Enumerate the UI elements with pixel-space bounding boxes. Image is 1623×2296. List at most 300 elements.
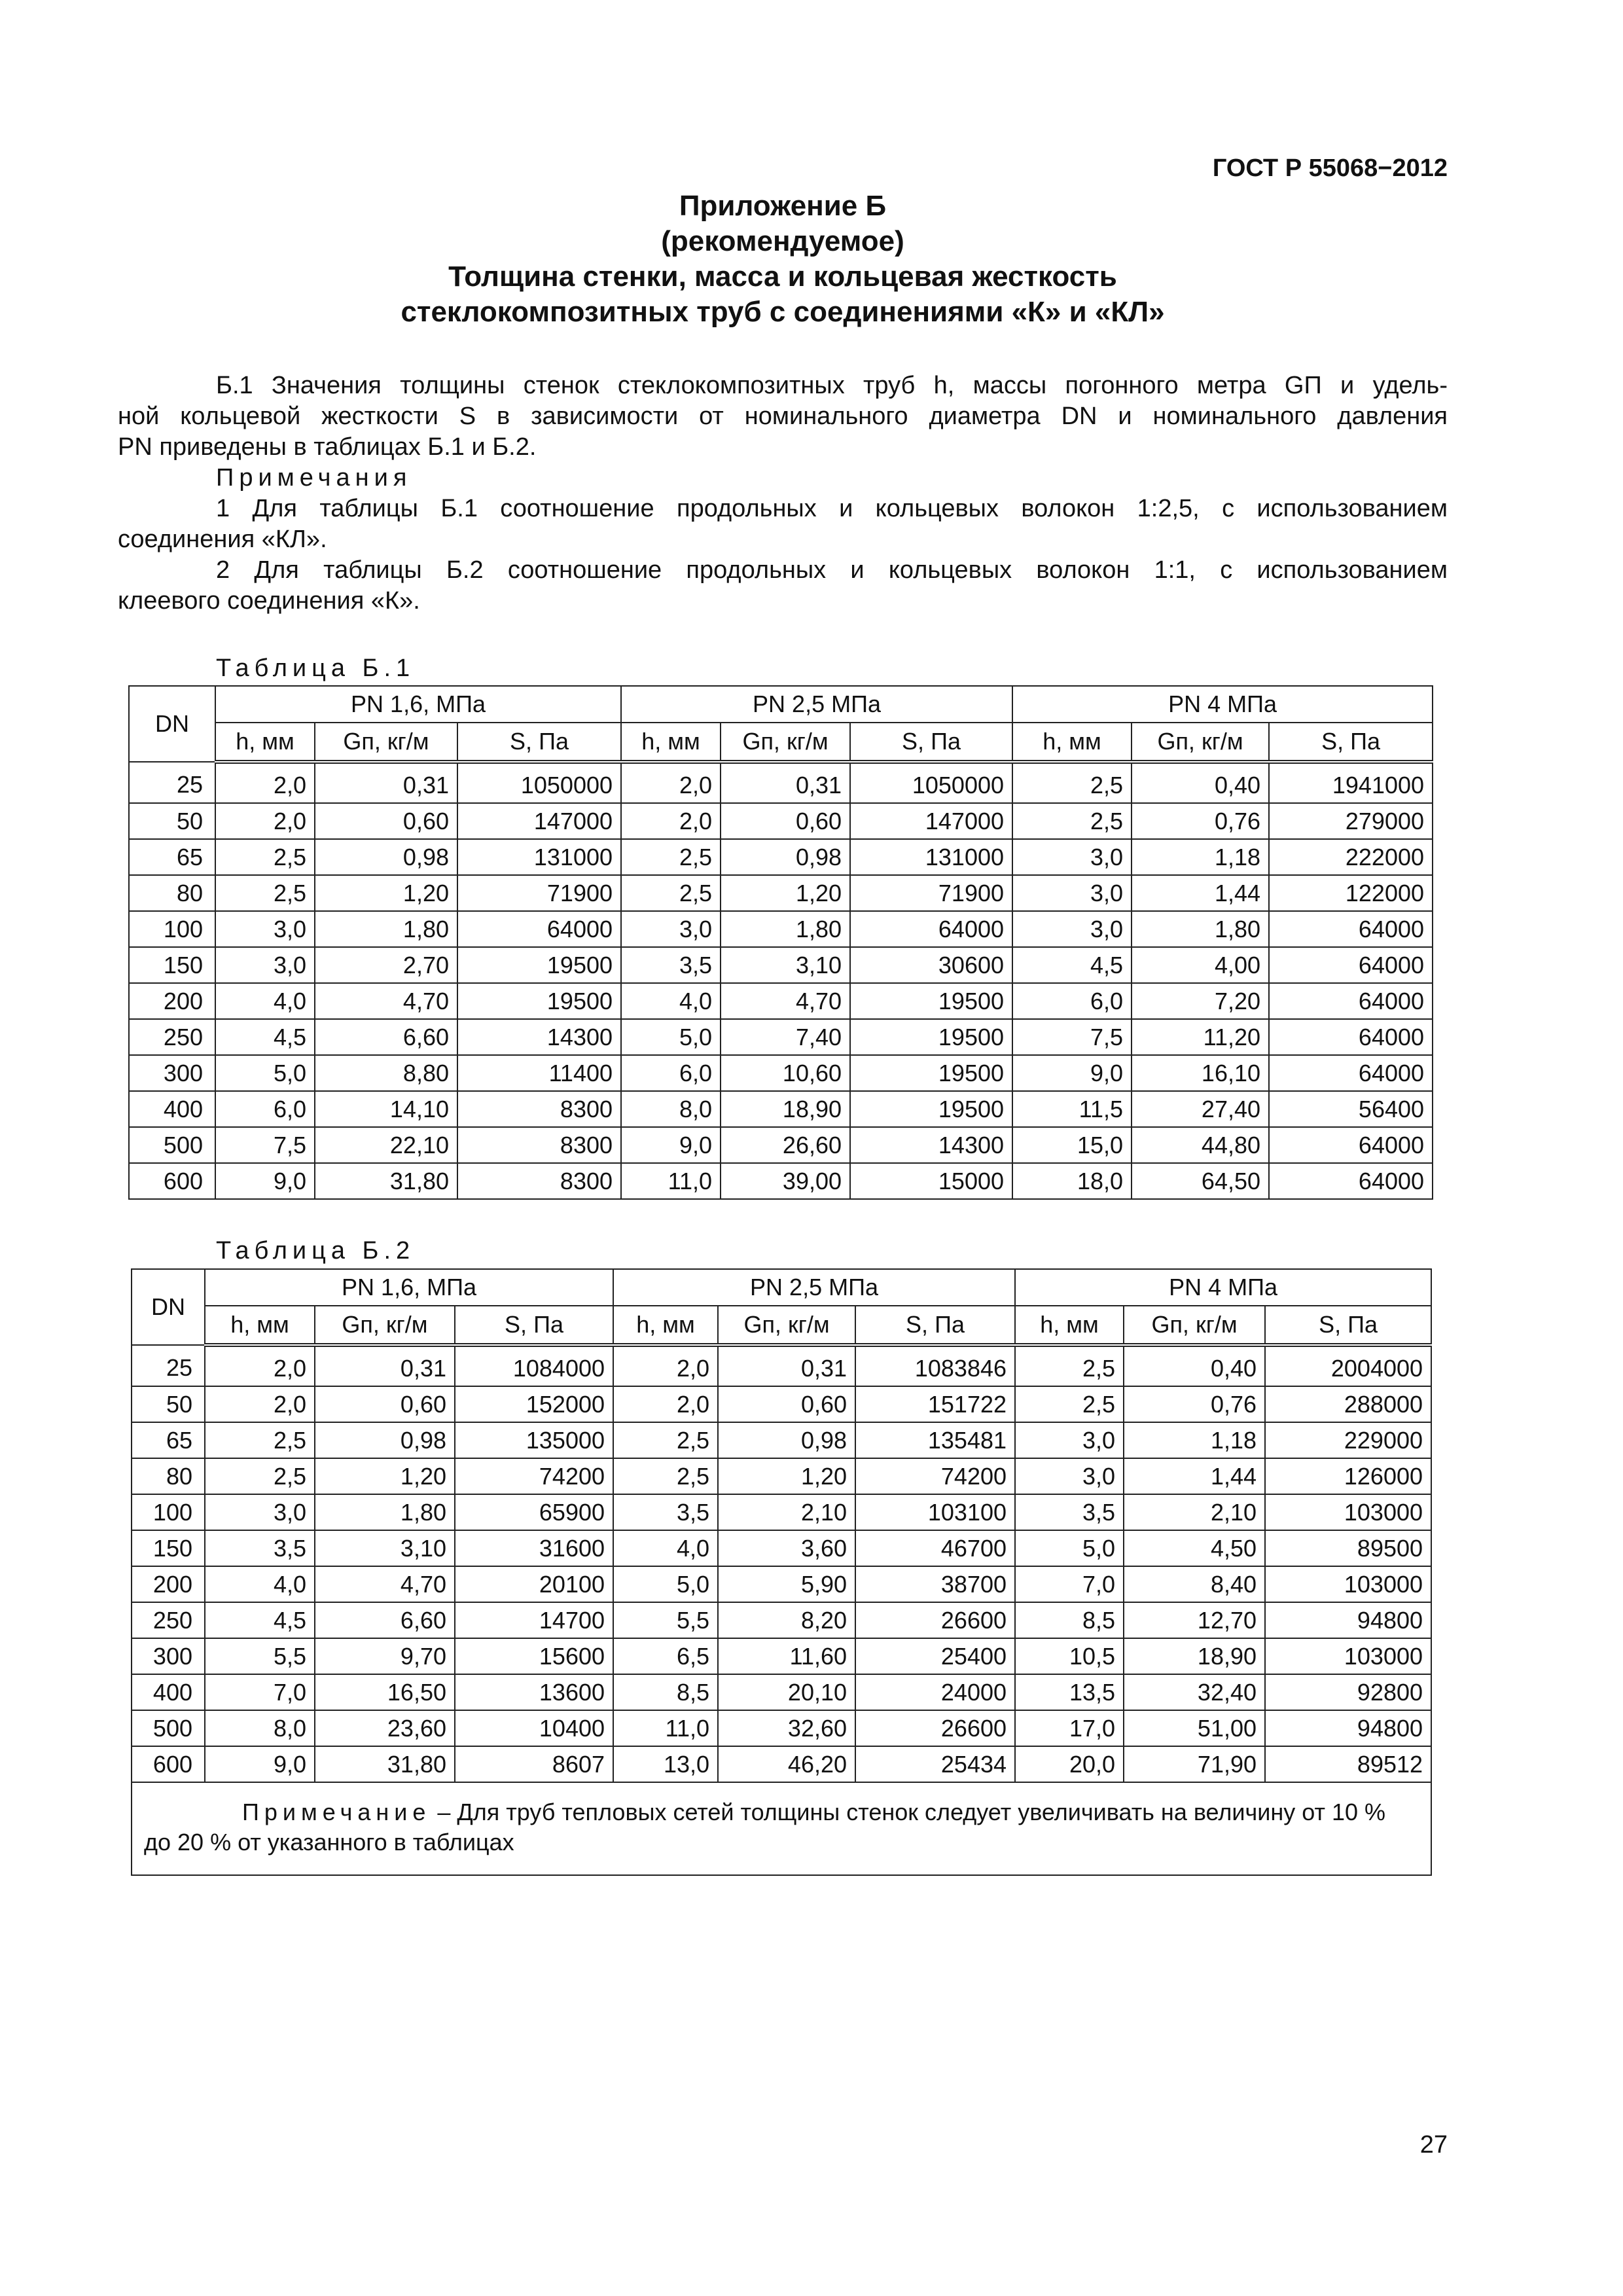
dn-cell: 250 [129, 1019, 215, 1055]
table-cell: 2,0 [215, 803, 315, 839]
table-cell: 32,60 [718, 1710, 855, 1746]
table-cell: 126000 [1265, 1458, 1431, 1494]
table-cell: 10,60 [721, 1055, 850, 1091]
table-cell: 152000 [455, 1386, 613, 1422]
table-cell: 7,0 [205, 1674, 315, 1710]
table-cell: 6,60 [315, 1602, 455, 1638]
table-cell: 131000 [850, 839, 1012, 875]
table-2-note-label: Примечание [242, 1799, 431, 1825]
table-cell: 23,60 [315, 1710, 455, 1746]
table-cell: 71900 [457, 875, 621, 911]
table-cell: 2,10 [1124, 1494, 1265, 1530]
table-cell: 1,18 [1132, 839, 1269, 875]
table-2 [131, 1268, 1432, 1876]
table-cell: 3,0 [1015, 1422, 1124, 1458]
table-cell: 3,10 [721, 947, 850, 983]
table-row [129, 1019, 1433, 1055]
dn-header: DN [129, 686, 215, 762]
table-cell: 8,0 [621, 1091, 721, 1127]
table-2-caption: Таблица Б.2 [216, 1237, 416, 1265]
table-cell: 8300 [457, 1091, 621, 1127]
dn-cell: 200 [129, 983, 215, 1019]
table-cell: 18,0 [1012, 1163, 1132, 1199]
table-cell: 103000 [1265, 1494, 1431, 1530]
table-row [132, 1602, 1431, 1638]
table-cell: 1,80 [1132, 911, 1269, 947]
table-cell: 8,5 [613, 1674, 718, 1710]
table-cell: 3,0 [215, 911, 315, 947]
table-cell: 3,60 [718, 1530, 855, 1566]
table-2-note-text: – Для труб тепловых сетей толщины стенок следует увеличивать на величину от 10 % до 20 % от указанного в таблицах [144, 1799, 1386, 1856]
table-cell: 31,80 [315, 1746, 455, 1782]
group-header: PN 4 МПа [1012, 686, 1433, 723]
table-cell: 3,0 [215, 947, 315, 983]
table-cell: 3,0 [1012, 839, 1132, 875]
table-cell: 6,0 [621, 1055, 721, 1091]
table-cell: 4,70 [721, 983, 850, 1019]
table-cell: 4,0 [215, 983, 315, 1019]
note-2-line: 2 Для таблицы Б.2 соотношение продольных и кольцевых волокон 1:1, с использованием [216, 556, 1448, 584]
dn-cell: 25 [129, 762, 215, 803]
table-cell: 1050000 [850, 762, 1012, 803]
dn-cell: 100 [129, 911, 215, 947]
table-cell: 0,76 [1132, 803, 1269, 839]
intro-paragraph [118, 370, 1448, 617]
table-cell: 19500 [850, 983, 1012, 1019]
table-cell: 19500 [850, 1019, 1012, 1055]
table-cell: 18,90 [1124, 1638, 1265, 1674]
table-cell: 0,98 [718, 1422, 855, 1458]
table-cell: 2,5 [1012, 762, 1132, 803]
table-cell: 0,98 [315, 1422, 455, 1458]
column-header: h, мм [613, 1306, 718, 1345]
table-cell: 103000 [1265, 1566, 1431, 1602]
table-cell: 0,60 [315, 803, 457, 839]
dn-cell: 300 [132, 1638, 205, 1674]
column-header: Gп, кг/м [1124, 1306, 1265, 1345]
table-1-body [129, 762, 1433, 1199]
group-header: PN 2,5 МПа [613, 1269, 1015, 1306]
table-row [132, 1422, 1431, 1458]
dn-cell: 65 [132, 1422, 205, 1458]
table-cell: 6,60 [315, 1019, 457, 1055]
table-cell: 2,5 [1015, 1386, 1124, 1422]
table-cell: 2,5 [621, 875, 721, 911]
table-cell: 2,0 [621, 762, 721, 803]
table-cell: 64000 [850, 911, 1012, 947]
table-cell: 8,0 [205, 1710, 315, 1746]
table-cell: 8,20 [718, 1602, 855, 1638]
table-cell: 8,5 [1015, 1602, 1124, 1638]
table-cell: 64,50 [1132, 1163, 1269, 1199]
table-cell: 1084000 [455, 1345, 613, 1386]
table-cell: 1,44 [1124, 1458, 1265, 1494]
table-cell: 14,10 [315, 1091, 457, 1127]
table-cell: 2,5 [613, 1458, 718, 1494]
table-cell: 64000 [1269, 983, 1433, 1019]
table-cell: 16,10 [1132, 1055, 1269, 1091]
table-cell: 13600 [455, 1674, 613, 1710]
table-cell: 0,31 [315, 1345, 455, 1386]
table-cell: 1,18 [1124, 1422, 1265, 1458]
table-cell: 14700 [455, 1602, 613, 1638]
table-cell: 11,5 [1012, 1091, 1132, 1127]
table-cell: 2,10 [718, 1494, 855, 1530]
table-row [132, 1345, 1431, 1386]
table-cell: 71,90 [1124, 1746, 1265, 1782]
table-cell: 288000 [1265, 1386, 1431, 1422]
table-cell: 1,20 [718, 1458, 855, 1494]
table-cell: 0,40 [1124, 1345, 1265, 1386]
table-cell: 0,31 [721, 762, 850, 803]
table-cell: 2,5 [613, 1422, 718, 1458]
table-cell: 92800 [1265, 1674, 1431, 1710]
intro-line: ной кольцевой жесткости S в зависимости от номинального диаметра DN и номинального давления [118, 403, 1448, 430]
column-header: Gп, кг/м [315, 1306, 455, 1345]
table-cell: 46,20 [718, 1746, 855, 1782]
table-cell: 4,5 [215, 1019, 315, 1055]
table-cell: 9,0 [215, 1163, 315, 1199]
table-cell: 26600 [855, 1602, 1015, 1638]
table-cell: 11,0 [613, 1710, 718, 1746]
table-cell: 11,60 [718, 1638, 855, 1674]
table-cell: 8,40 [1124, 1566, 1265, 1602]
table-cell: 1,80 [721, 911, 850, 947]
table-cell: 0,60 [718, 1386, 855, 1422]
table-cell: 11,0 [621, 1163, 721, 1199]
table-cell: 2,0 [613, 1345, 718, 1386]
table-cell: 135481 [855, 1422, 1015, 1458]
table-cell: 0,31 [718, 1345, 855, 1386]
table-cell: 2,5 [205, 1422, 315, 1458]
table-cell: 31600 [455, 1530, 613, 1566]
table-cell: 7,0 [1015, 1566, 1124, 1602]
table-row [129, 1163, 1433, 1199]
table-cell: 103100 [855, 1494, 1015, 1530]
table-row [132, 1710, 1431, 1746]
table-row [132, 1530, 1431, 1566]
table-cell: 4,5 [205, 1602, 315, 1638]
table-cell: 71900 [850, 875, 1012, 911]
table-cell: 3,5 [621, 947, 721, 983]
table-cell: 64000 [1269, 1127, 1433, 1163]
dn-cell: 150 [129, 947, 215, 983]
table-cell: 8300 [457, 1127, 621, 1163]
table-cell: 8607 [455, 1746, 613, 1782]
table-cell: 5,0 [215, 1055, 315, 1091]
table-cell: 4,50 [1124, 1530, 1265, 1566]
appendix-heading-line-2: стеклокомпозитных труб с соединениями «К» и «КЛ» [401, 296, 1165, 328]
table-cell: 122000 [1269, 875, 1433, 911]
table-cell: 229000 [1265, 1422, 1431, 1458]
dn-cell: 300 [129, 1055, 215, 1091]
table-cell: 32,40 [1124, 1674, 1265, 1710]
table-cell: 89512 [1265, 1746, 1431, 1782]
table-row [129, 762, 1433, 803]
table-cell: 3,0 [205, 1494, 315, 1530]
table-cell: 3,10 [315, 1530, 455, 1566]
table-cell: 7,5 [1012, 1019, 1132, 1055]
table-cell: 15,0 [1012, 1127, 1132, 1163]
column-header: h, мм [1015, 1306, 1124, 1345]
table-cell: 1,80 [315, 1494, 455, 1530]
table-cell: 0,31 [315, 762, 457, 803]
note-1-line: соединения «КЛ». [118, 526, 327, 553]
table-cell: 12,70 [1124, 1602, 1265, 1638]
table-cell: 4,5 [1012, 947, 1132, 983]
column-header: S, Па [855, 1306, 1015, 1345]
table-cell: 10400 [455, 1710, 613, 1746]
table-cell: 2004000 [1265, 1345, 1431, 1386]
table-cell: 20100 [455, 1566, 613, 1602]
table-cell: 2,5 [1015, 1345, 1124, 1386]
column-header: Gп, кг/м [1132, 723, 1269, 762]
table-row [132, 1566, 1431, 1602]
table-cell: 0,60 [315, 1386, 455, 1422]
dn-cell: 100 [132, 1494, 205, 1530]
table-cell: 51,00 [1124, 1710, 1265, 1746]
table-row [129, 803, 1433, 839]
table-cell: 5,5 [205, 1638, 315, 1674]
table-cell: 1,20 [315, 875, 457, 911]
table-row [129, 839, 1433, 875]
table-row [132, 1458, 1431, 1494]
table-cell: 5,0 [1015, 1530, 1124, 1566]
table-cell: 25434 [855, 1746, 1015, 1782]
table-cell: 94800 [1265, 1602, 1431, 1638]
table-row [132, 1638, 1431, 1674]
table-cell: 9,0 [1012, 1055, 1132, 1091]
table-cell: 89500 [1265, 1530, 1431, 1566]
column-header: Gп, кг/м [315, 723, 457, 762]
table-cell: 3,0 [1012, 875, 1132, 911]
column-header: S, Па [1269, 723, 1433, 762]
table-cell: 1083846 [855, 1345, 1015, 1386]
notes-heading: Примечания [216, 464, 412, 492]
table-cell: 103000 [1265, 1638, 1431, 1674]
appendix-heading-line-1: Толщина стенки, масса и кольцевая жесткость [448, 260, 1117, 293]
appendix-status: (рекомендуемое) [661, 225, 904, 257]
dn-cell: 500 [129, 1127, 215, 1163]
dn-cell: 50 [132, 1386, 205, 1422]
table-row [132, 1746, 1431, 1782]
table-cell: 9,0 [621, 1127, 721, 1163]
table-cell: 14300 [457, 1019, 621, 1055]
dn-cell: 500 [132, 1710, 205, 1746]
table-cell: 0,98 [721, 839, 850, 875]
table-cell: 135000 [455, 1422, 613, 1458]
table-cell: 1,20 [721, 875, 850, 911]
table-cell: 7,40 [721, 1019, 850, 1055]
table-cell: 0,76 [1124, 1386, 1265, 1422]
table-row [129, 983, 1433, 1019]
intro-line: Б.1 Значения толщины стенок стеклокомпозитных труб h, массы погонного метра GП и удель- [216, 372, 1448, 399]
column-header: Gп, кг/м [721, 723, 850, 762]
table-cell: 3,5 [205, 1530, 315, 1566]
table-cell: 4,0 [613, 1530, 718, 1566]
table-cell: 2,5 [215, 875, 315, 911]
table-cell: 3,0 [1012, 911, 1132, 947]
dn-cell: 250 [132, 1602, 205, 1638]
table-cell: 4,00 [1132, 947, 1269, 983]
table-cell: 20,10 [718, 1674, 855, 1710]
table-cell: 9,0 [205, 1746, 315, 1782]
table-cell: 151722 [855, 1386, 1015, 1422]
table-cell: 2,0 [215, 762, 315, 803]
table-cell: 56400 [1269, 1091, 1433, 1127]
table-cell: 24000 [855, 1674, 1015, 1710]
note-2-line: клеевого соединения «К». [118, 587, 420, 615]
table-cell: 27,40 [1132, 1091, 1269, 1127]
table-row [132, 1386, 1431, 1422]
table-cell: 1,20 [315, 1458, 455, 1494]
dn-cell: 80 [132, 1458, 205, 1494]
table-cell: 64000 [1269, 1163, 1433, 1199]
table-cell: 74200 [855, 1458, 1015, 1494]
table-cell: 6,5 [613, 1638, 718, 1674]
table-cell: 0,60 [721, 803, 850, 839]
column-header: S, Па [1265, 1306, 1431, 1345]
dn-cell: 400 [129, 1091, 215, 1127]
table-cell: 2,5 [205, 1458, 315, 1494]
table-cell: 7,20 [1132, 983, 1269, 1019]
table-cell: 19500 [457, 983, 621, 1019]
intro-line: PN приведены в таблицах Б.1 и Б.2. [118, 433, 537, 461]
table-cell: 30600 [850, 947, 1012, 983]
group-header: PN 1,6, МПа [215, 686, 621, 723]
table-cell: 0,98 [315, 839, 457, 875]
table-cell: 74200 [455, 1458, 613, 1494]
table-cell: 9,70 [315, 1638, 455, 1674]
table-cell: 11,20 [1132, 1019, 1269, 1055]
table-cell: 8300 [457, 1163, 621, 1199]
table-cell: 19500 [457, 947, 621, 983]
table-cell: 46700 [855, 1530, 1015, 1566]
dn-cell: 50 [129, 803, 215, 839]
dn-cell: 25 [132, 1345, 205, 1386]
table-row [129, 947, 1433, 983]
table-cell: 14300 [850, 1127, 1012, 1163]
table-cell: 2,70 [315, 947, 457, 983]
note-1-line: 1 Для таблицы Б.1 соотношение продольных и кольцевых волокон 1:2,5, с использованием [216, 495, 1448, 522]
table-cell: 15600 [455, 1638, 613, 1674]
table-cell: 26600 [855, 1710, 1015, 1746]
column-header: S, Па [457, 723, 621, 762]
table-cell: 13,5 [1015, 1674, 1124, 1710]
table-cell: 147000 [457, 803, 621, 839]
table-cell: 4,70 [315, 983, 457, 1019]
table-cell: 19500 [850, 1055, 1012, 1091]
table-cell: 18,90 [721, 1091, 850, 1127]
table-cell: 2,0 [205, 1345, 315, 1386]
table-cell: 1,44 [1132, 875, 1269, 911]
group-header: PN 4 МПа [1015, 1269, 1431, 1306]
table-cell: 3,5 [613, 1494, 718, 1530]
table-cell: 22,10 [315, 1127, 457, 1163]
table-row [129, 1055, 1433, 1091]
table-cell: 17,0 [1015, 1710, 1124, 1746]
group-header: PN 1,6, МПа [205, 1269, 613, 1306]
page-number: 27 [1419, 2131, 1448, 2159]
table-cell: 15000 [850, 1163, 1012, 1199]
table-cell: 64000 [457, 911, 621, 947]
dn-cell: 80 [129, 875, 215, 911]
table-cell: 65900 [455, 1494, 613, 1530]
table-row [132, 1494, 1431, 1530]
appendix-title-block [118, 188, 1448, 330]
table-cell: 2,5 [215, 839, 315, 875]
table-cell: 4,70 [315, 1566, 455, 1602]
table-cell: 2,5 [1012, 803, 1132, 839]
table-cell: 2,0 [621, 803, 721, 839]
table-cell: 3,0 [1015, 1458, 1124, 1494]
table-cell: 4,0 [205, 1566, 315, 1602]
column-header: h, мм [1012, 723, 1132, 762]
table-2-body [132, 1345, 1431, 1782]
column-header: S, Па [455, 1306, 613, 1345]
table-cell: 64000 [1269, 1019, 1433, 1055]
table-cell: 94800 [1265, 1710, 1431, 1746]
table-cell: 26,60 [721, 1127, 850, 1163]
column-header: Gп, кг/м [718, 1306, 855, 1345]
table-row [129, 911, 1433, 947]
table-cell: 1050000 [457, 762, 621, 803]
table-cell: 5,0 [621, 1019, 721, 1055]
table-cell: 7,5 [215, 1127, 315, 1163]
table-cell: 3,0 [621, 911, 721, 947]
table-cell: 64000 [1269, 1055, 1433, 1091]
standard-code: ГОСТ Р 55068−2012 [1212, 154, 1448, 182]
dn-cell: 600 [132, 1746, 205, 1782]
table-cell: 131000 [457, 839, 621, 875]
table-cell: 25400 [855, 1638, 1015, 1674]
table-cell: 3,5 [1015, 1494, 1124, 1530]
table-cell: 6,0 [1012, 983, 1132, 1019]
dn-cell: 150 [132, 1530, 205, 1566]
table-cell: 2,0 [205, 1386, 315, 1422]
table-cell: 6,0 [215, 1091, 315, 1127]
table-cell: 222000 [1269, 839, 1433, 875]
table-row [129, 875, 1433, 911]
table-cell: 13,0 [613, 1746, 718, 1782]
table-cell: 2,0 [613, 1386, 718, 1422]
table-cell: 1,80 [315, 911, 457, 947]
table-cell: 11400 [457, 1055, 621, 1091]
table-row [129, 1091, 1433, 1127]
table-cell: 44,80 [1132, 1127, 1269, 1163]
dn-cell: 200 [132, 1566, 205, 1602]
table-1-caption: Таблица Б.1 [216, 655, 416, 682]
dn-header: DN [132, 1269, 205, 1345]
table-cell: 1941000 [1269, 762, 1433, 803]
table-cell: 16,50 [315, 1674, 455, 1710]
table-cell: 5,5 [613, 1602, 718, 1638]
table-cell: 2,5 [621, 839, 721, 875]
appendix-title: Приложение Б [679, 190, 887, 222]
table-cell: 19500 [850, 1091, 1012, 1127]
column-header: h, мм [215, 723, 315, 762]
table-1 [128, 685, 1433, 1200]
table-cell: 5,0 [613, 1566, 718, 1602]
table-cell: 0,40 [1132, 762, 1269, 803]
column-header: h, мм [621, 723, 721, 762]
column-header: h, мм [205, 1306, 315, 1345]
dn-cell: 600 [129, 1163, 215, 1199]
table-cell: 20,0 [1015, 1746, 1124, 1782]
table-cell: 38700 [855, 1566, 1015, 1602]
table-cell: 5,90 [718, 1566, 855, 1602]
dn-cell: 65 [129, 839, 215, 875]
